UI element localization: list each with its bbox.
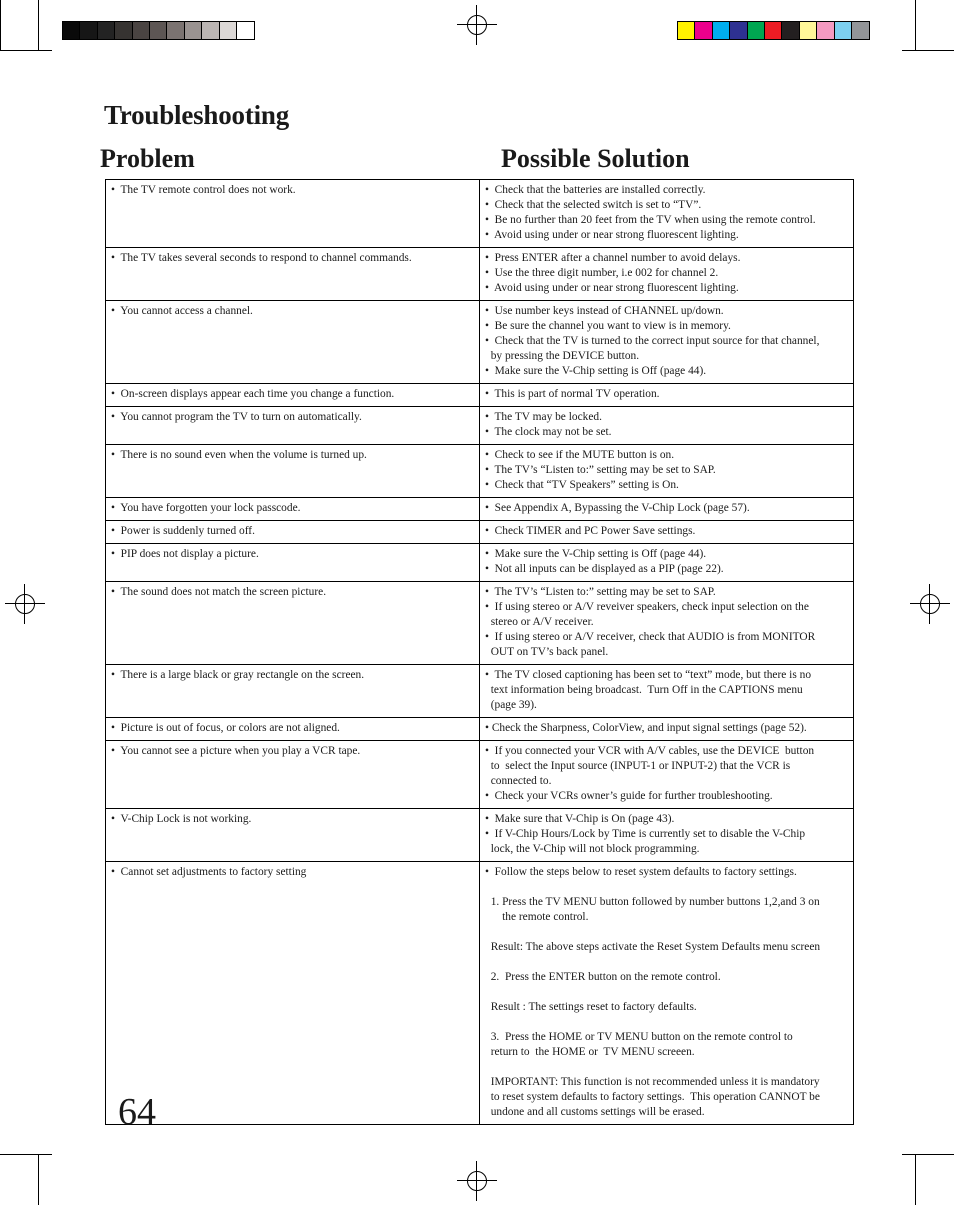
gray-swatch xyxy=(167,22,184,39)
color-swatch xyxy=(730,22,747,39)
solution-text-line: • Check that the selected switch is set to “TV”. xyxy=(485,199,702,211)
color-swatch xyxy=(678,22,695,39)
crop-mark xyxy=(0,50,52,51)
problem-text-line: • You have forgotten your lock passcode. xyxy=(111,502,301,514)
solution-text-line: • Make sure that V-Chip is On (page 43). xyxy=(485,813,675,825)
solution-cell xyxy=(480,384,854,407)
gray-swatch xyxy=(202,22,219,39)
problem-text-line: • On-screen displays appear each time you change a function. xyxy=(111,388,395,400)
solution-text-line: • Make sure the V-Chip setting is Off (page 44). xyxy=(485,365,707,377)
table-row xyxy=(106,544,854,582)
problem-text-line: • You cannot program the TV to turn on automatically. xyxy=(111,411,362,423)
troubleshooting-table xyxy=(105,179,854,1125)
problem-cell xyxy=(106,445,480,498)
color-swatch xyxy=(765,22,782,39)
solution-text-line: to select the Input source (INPUT-1 or INPUT-2) that the VCR is xyxy=(485,760,791,772)
solution-cell xyxy=(480,498,854,521)
color-swatch xyxy=(695,22,712,39)
table-row xyxy=(106,498,854,521)
solution-cell xyxy=(480,301,854,384)
registration-mark-left xyxy=(5,584,45,624)
gray-swatch xyxy=(80,22,97,39)
solution-text-line: • Press ENTER after a channel number to avoid delays. xyxy=(485,252,741,264)
problem-cell xyxy=(106,521,480,544)
problem-cell xyxy=(106,809,480,862)
problem-cell xyxy=(106,862,480,1125)
page-number: 64 xyxy=(118,1091,156,1133)
solution-text-line xyxy=(485,880,849,895)
solution-cell xyxy=(480,741,854,809)
gray-swatch xyxy=(115,22,132,39)
solution-text-line: • If you connected your VCR with A/V cables, use the DEVICE button xyxy=(485,745,815,757)
problem-cell xyxy=(106,180,480,248)
problem-cell xyxy=(106,741,480,809)
registration-mark-right xyxy=(910,584,950,624)
solution-text-line: • The TV closed captioning has been set to “text” mode, but there is no xyxy=(485,669,812,681)
problem-text-line: • The TV takes several seconds to respond to channel commands. xyxy=(111,252,412,264)
solution-cell xyxy=(480,180,854,248)
table-row xyxy=(106,809,854,862)
crop-mark xyxy=(902,50,954,51)
solution-text-line: return to the HOME or TV MENU screeen. xyxy=(485,1046,695,1058)
solution-text-line: text information being broadcast. Turn Off in the CAPTIONS menu xyxy=(485,684,803,696)
problem-cell xyxy=(106,384,480,407)
crop-mark xyxy=(915,1154,916,1205)
gray-swatch xyxy=(185,22,202,39)
problem-text-line: • Picture is out of focus, or colors are not aligned. xyxy=(111,722,340,734)
problem-cell xyxy=(106,665,480,718)
registration-mark-bottom xyxy=(457,1161,497,1201)
solution-text-line: • Make sure the V-Chip setting is Off (page 44). xyxy=(485,548,707,560)
solution-text-line: Result: The above steps activate the Reset System Defaults menu screen xyxy=(485,941,821,953)
problem-cell xyxy=(106,582,480,665)
problem-cell xyxy=(106,301,480,384)
solution-text-line: • Be sure the channel you want to view is in memory. xyxy=(485,320,731,332)
crop-mark xyxy=(38,1154,39,1205)
problem-text-line: • V-Chip Lock is not working. xyxy=(111,813,252,825)
solution-text-line: • The TV’s “Listen to:” setting may be set to SAP. xyxy=(485,464,716,476)
problem-column-header: Problem xyxy=(100,144,195,173)
solution-text-line: • Check the Sharpness, ColorView, and input signal settings (page 52). xyxy=(485,722,807,734)
solution-text-line: • Use number keys instead of CHANNEL up/down. xyxy=(485,305,724,317)
solution-cell xyxy=(480,521,854,544)
solution-text-line xyxy=(485,955,849,970)
gray-swatch xyxy=(237,22,254,39)
solution-cell xyxy=(480,407,854,445)
solution-text-line: • Check to see if the MUTE button is on. xyxy=(485,449,675,461)
solution-text-line: 2. Press the ENTER button on the remote control. xyxy=(485,971,721,983)
problem-cell xyxy=(106,248,480,301)
problem-text-line: • Power is suddenly turned off. xyxy=(111,525,255,537)
gray-swatch xyxy=(150,22,167,39)
solution-cell xyxy=(480,445,854,498)
problem-text-line: • There is a large black or gray rectangle on the screen. xyxy=(111,669,365,681)
solution-text-line: • Check that “TV Speakers” setting is On. xyxy=(485,479,679,491)
crop-mark xyxy=(902,1154,954,1155)
solution-text-line: • Check TIMER and PC Power Save settings. xyxy=(485,525,696,537)
crop-mark xyxy=(38,0,39,50)
gray-swatch xyxy=(133,22,150,39)
solution-text-line xyxy=(485,1015,849,1030)
solution-cell xyxy=(480,248,854,301)
table-row xyxy=(106,248,854,301)
solution-text-line: • The clock may not be set. xyxy=(485,426,612,438)
solution-text-line: • Use the three digit number, i.e 002 for channel 2. xyxy=(485,267,719,279)
color-swatch xyxy=(800,22,817,39)
problem-text-line: • The TV remote control does not work. xyxy=(111,184,296,196)
solution-text-line: • Follow the steps below to reset system defaults to factory settings. xyxy=(485,866,797,878)
grayscale-color-bar xyxy=(62,21,255,40)
problem-text-line: • PIP does not display a picture. xyxy=(111,548,259,560)
solution-text-line: • Check your VCRs owner’s guide for further troubleshooting. xyxy=(485,790,773,802)
solution-text-line: • If using stereo or A/V receiver, check that AUDIO is from MONITOR xyxy=(485,631,816,643)
page-title: Troubleshooting xyxy=(104,100,290,130)
solution-text-line: (page 39). xyxy=(485,699,537,711)
table-row xyxy=(106,407,854,445)
solution-text-line: • Not all inputs can be displayed as a PIP (page 22). xyxy=(485,563,724,575)
solution-text-line: undone and all customs settings will be erased. xyxy=(485,1106,705,1118)
solution-text-line: • Avoid using under or near strong fluorescent lighting. xyxy=(485,282,739,294)
table-row xyxy=(106,862,854,1125)
table-row xyxy=(106,445,854,498)
problem-cell xyxy=(106,407,480,445)
table-row xyxy=(106,301,854,384)
solution-text-line: • Avoid using under or near strong fluorescent lighting. xyxy=(485,229,739,241)
table-row xyxy=(106,741,854,809)
problem-cell xyxy=(106,544,480,582)
problem-text-line: • The sound does not match the screen picture. xyxy=(111,586,327,598)
crop-mark xyxy=(915,0,916,50)
table-row xyxy=(106,582,854,665)
solution-text-line: 3. Press the HOME or TV MENU button on the remote control to xyxy=(485,1031,793,1043)
solution-text-line xyxy=(485,925,849,940)
solution-text-line: • If using stereo or A/V reveiver speakers, check input selection on the xyxy=(485,601,809,613)
solution-text-line: • Be no further than 20 feet from the TV when using the remote control. xyxy=(485,214,816,226)
crop-mark xyxy=(0,0,1,50)
solution-text-line: stereo or A/V receiver. xyxy=(485,616,594,628)
solution-column-header: Possible Solution xyxy=(501,144,690,173)
solution-text-line: • Check that the TV is turned to the correct input source for that channel, xyxy=(485,335,820,347)
color-swatch xyxy=(852,22,869,39)
color-swatch xyxy=(817,22,834,39)
gray-swatch xyxy=(220,22,237,39)
problem-text-line: • There is no sound even when the volume is turned up. xyxy=(111,449,367,461)
solution-text-line: IMPORTANT: This function is not recommended unless it is mandatory xyxy=(485,1076,820,1088)
problem-text-line: • Cannot set adjustments to factory setting xyxy=(111,866,307,878)
solution-cell xyxy=(480,718,854,741)
problem-text-line: • You cannot access a channel. xyxy=(111,305,253,317)
solution-text-line: lock, the V-Chip will not block programming. xyxy=(485,843,700,855)
color-swatch xyxy=(748,22,765,39)
solution-text-line: OUT on TV’s back panel. xyxy=(485,646,609,658)
crop-mark xyxy=(0,1154,52,1155)
table-row xyxy=(106,521,854,544)
problem-cell xyxy=(106,498,480,521)
solution-text-line: connected to. xyxy=(485,775,552,787)
solution-text-line: Result : The settings reset to factory defaults. xyxy=(485,1001,697,1013)
solution-text-line: • This is part of normal TV operation. xyxy=(485,388,660,400)
solution-text-line xyxy=(485,1060,849,1075)
solution-cell xyxy=(480,862,854,1125)
color-swatch xyxy=(713,22,730,39)
solution-text-line: • Check that the batteries are installed correctly. xyxy=(485,184,706,196)
color-swatch xyxy=(835,22,852,39)
solution-text-line: to reset system defaults to factory settings. This operation CANNOT be xyxy=(485,1091,820,1103)
gray-swatch xyxy=(98,22,115,39)
problem-cell xyxy=(106,718,480,741)
solution-cell xyxy=(480,665,854,718)
table-row xyxy=(106,180,854,248)
solution-text-line: the remote control. xyxy=(485,911,589,923)
solution-text-line: 1. Press the TV MENU button followed by number buttons 1,2,and 3 on xyxy=(485,896,820,908)
solution-cell xyxy=(480,582,854,665)
table-row xyxy=(106,718,854,741)
table-row xyxy=(106,384,854,407)
registration-mark-top xyxy=(457,5,497,45)
process-color-bar xyxy=(677,21,870,40)
solution-text-line: by pressing the DEVICE button. xyxy=(485,350,640,362)
solution-text-line: • The TV’s “Listen to:” setting may be set to SAP. xyxy=(485,586,716,598)
solution-text-line: • See Appendix A, Bypassing the V-Chip Lock (page 57). xyxy=(485,502,750,514)
gray-swatch xyxy=(63,22,80,39)
solution-text-line: • The TV may be locked. xyxy=(485,411,602,423)
solution-cell xyxy=(480,544,854,582)
problem-text-line: • You cannot see a picture when you play a VCR tape. xyxy=(111,745,361,757)
solution-text-line: • If V-Chip Hours/Lock by Time is currently set to disable the V-Chip xyxy=(485,828,806,840)
solution-text-line xyxy=(485,985,849,1000)
color-swatch xyxy=(782,22,799,39)
solution-cell xyxy=(480,809,854,862)
table-row xyxy=(106,665,854,718)
